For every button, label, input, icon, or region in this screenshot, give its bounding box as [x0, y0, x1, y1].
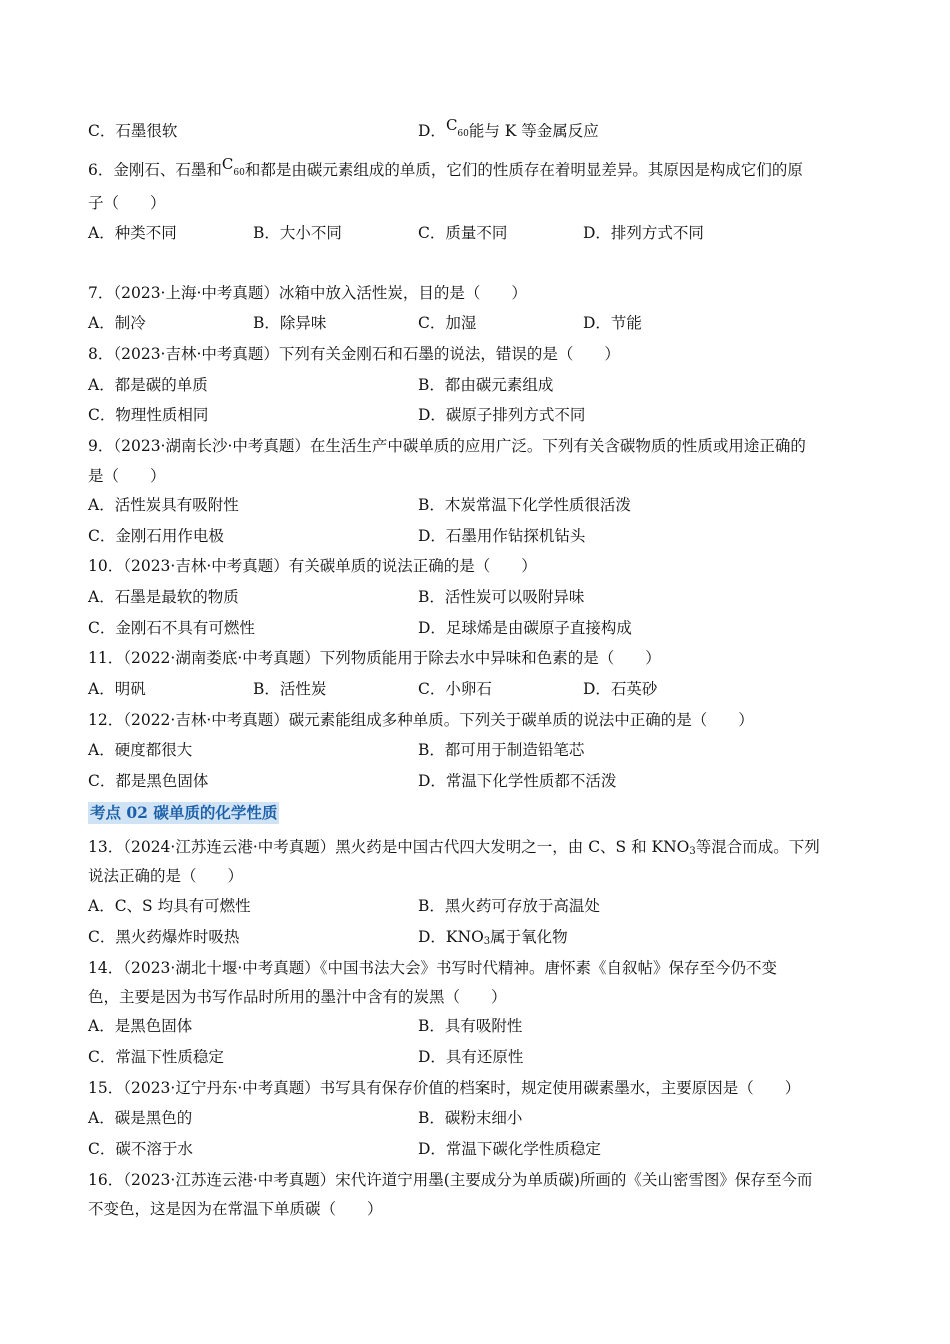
q13-options-cd — [88, 927, 878, 947]
q13-option-a: A．C、S 均具有可燃性 — [88, 897, 251, 915]
q8-options-ab — [88, 375, 878, 395]
q8-stem: 8．（2023·吉林·中考真题）下列有关金刚石和石墨的说法，错误的是（ ） — [88, 345, 620, 363]
q10-option-b: B．活性炭可以吸附异味 — [418, 588, 585, 606]
q11-stem: 11．（2022·湖南娄底·中考真题）下列物质能用于除去水中异味和色素的是（ ） — [88, 649, 661, 667]
q5-option-d-prefix: D． — [418, 122, 446, 140]
q11-option-c: C．小卵石 — [418, 680, 492, 698]
q6-option-a: A．种类不同 — [88, 224, 177, 242]
c60-formula — [221, 155, 245, 183]
q10-options-ab — [88, 587, 878, 607]
q13-option-d — [418, 927, 568, 952]
q12-option-b: B．都可用于制造铅笔芯 — [418, 741, 585, 759]
q13-option-d-part-a: D．KNO — [418, 928, 484, 946]
q12-options-cd — [88, 771, 878, 791]
q13-option-b: B．黑火药可存放于高温处 — [418, 897, 600, 915]
q6-options — [88, 223, 878, 243]
c60-subscript: 60 — [457, 129, 469, 139]
q9-options-ab — [88, 495, 878, 515]
kno3-subscript: 3 — [689, 846, 696, 857]
q6-stem — [88, 155, 803, 183]
q11-option-b: B．活性炭 — [253, 680, 327, 698]
q14-options-ab — [88, 1016, 878, 1036]
q13-option-d-part-b: 属于氧化物 — [490, 928, 568, 946]
q15-option-a: A．碳是黑色的 — [88, 1109, 193, 1127]
q15-options-ab — [88, 1108, 878, 1128]
q10-stem: 10．（2023·吉林·中考真题）有关碳单质的说法正确的是（ ） — [88, 557, 537, 575]
q10-options-cd — [88, 618, 878, 638]
q8-option-c: C．物理性质相同 — [88, 406, 209, 424]
kno3-subscript: 3 — [483, 936, 491, 947]
q9-stem-line2: 是（ ） — [88, 467, 166, 485]
q16-stem-line2: 不变色，这是因为在常温下单质碳（ ） — [88, 1200, 383, 1218]
q7-option-d: D．节能 — [583, 314, 642, 332]
q11-option-d: D．石英砂 — [583, 680, 658, 698]
q9-options-cd — [88, 526, 878, 546]
q14-option-d: D．具有还原性 — [418, 1048, 524, 1066]
q7-option-a: A．制冷 — [88, 314, 146, 332]
q13-option-c: C．黑火药爆炸时吸热 — [88, 928, 240, 946]
q9-option-c: C．金刚石用作电极 — [88, 527, 224, 545]
section-heading: 考点 02 碳单质的化学性质 — [90, 803, 278, 822]
q6-option-b: B．大小不同 — [253, 224, 342, 242]
q7-stem: 7．（2023·上海·中考真题）冰箱中放入活性炭，目的是（ ） — [88, 284, 527, 302]
q14-options-cd — [88, 1047, 878, 1067]
c60-subscript: 60 — [233, 168, 245, 178]
q15-option-d: D．常温下碳化学性质稳定 — [418, 1140, 601, 1158]
q15-option-c: C．碳不溶于水 — [88, 1140, 193, 1158]
q13-stem-part-a: 13．（2024·江苏连云港·中考真题）黑火药是中国古代四大发明之一，由 C、S 和 KNO — [88, 838, 690, 856]
q6-stem-line2: 子（ ） — [88, 194, 166, 212]
q11-option-a: A．明矾 — [88, 680, 146, 698]
q9-option-b: B．木炭常温下化学性质很活泼 — [418, 496, 631, 514]
q12-option-d: D．常温下化学性质都不活泼 — [418, 772, 617, 790]
q13-stem — [88, 837, 820, 862]
q10-option-c: C．金刚石不具有可燃性 — [88, 619, 255, 637]
q12-option-a: A．硬度都很大 — [88, 741, 193, 759]
q14-option-c: C．常温下性质稳定 — [88, 1048, 224, 1066]
q14-stem: 14．（2023·湖北十堰·中考真题）《中国书法大会》书写时代精神。唐怀素《自叙帖》保存至今仍不变 — [88, 959, 778, 977]
q6-option-d: D．排列方式不同 — [583, 224, 704, 242]
q16-stem: 16．（2023·江苏连云港·中考真题）宋代许道宁用墨(主要成分为单质碳)所画的《关山密雪图》保存至今而 — [88, 1171, 813, 1189]
q12-option-c: C．都是黑色固体 — [88, 772, 209, 790]
q7-options — [88, 313, 878, 333]
q7-option-c: C．加湿 — [418, 314, 477, 332]
q9-option-d: D．石墨用作钻探机钻头 — [418, 527, 586, 545]
q15-options-cd — [88, 1139, 878, 1159]
q14-stem-line2: 色，主要是因为书写作品时所用的墨汁中含有的炭黑（ ） — [88, 988, 507, 1006]
q6-stem-part-b: 和都是由碳元素组成的单质，它们的性质存在着明显差异。其原因是构成它们的原 — [244, 161, 803, 179]
q8-option-d: D．碳原子排列方式不同 — [418, 406, 586, 424]
q15-option-b: B．碳粉末细小 — [418, 1109, 523, 1127]
q5-option-c: C．石墨很软 — [88, 122, 178, 140]
c60-formula — [445, 116, 469, 144]
q13-options-ab — [88, 896, 878, 916]
q11-options — [88, 679, 878, 699]
q13-stem-part-b: 等混合而成。下列 — [695, 838, 820, 856]
q10-option-a: A．石墨是最软的物质 — [88, 588, 239, 606]
q8-options-cd — [88, 405, 878, 425]
q6-stem-part-a: 6．金刚石、石墨和 — [88, 161, 222, 179]
q8-option-b: B．都由碳元素组成 — [418, 376, 554, 394]
q12-options-ab — [88, 740, 878, 760]
q5-option-d — [418, 116, 599, 144]
q13-stem-line2: 说法正确的是（ ） — [88, 867, 244, 885]
c60-symbol: C — [445, 116, 458, 134]
c60-symbol: C — [221, 155, 234, 173]
q9-option-a: A．活性炭具有吸附性 — [88, 496, 239, 514]
q6-option-c: C．质量不同 — [418, 224, 508, 242]
q8-option-a: A．都是碳的单质 — [88, 376, 208, 394]
q14-option-a: A．是黑色固体 — [88, 1017, 193, 1035]
q9-stem: 9．（2023·湖南长沙·中考真题）在生活生产中碳单质的应用广泛。下列有关含碳物质的性质或用途正确的 — [88, 437, 806, 455]
q15-stem: 15．（2023·辽宁丹东·中考真题）书写具有保存价值的档案时，规定使用碳素墨水，主要原因是（ ） — [88, 1079, 801, 1097]
q14-option-b: B．具有吸附性 — [418, 1017, 523, 1035]
q12-stem: 12．（2022·吉林·中考真题）碳元素能组成多种单质。下列关于碳单质的说法中正确的是（ ） — [88, 711, 754, 729]
q10-option-d: D．足球烯是由碳原子直接构成 — [418, 619, 632, 637]
q5-options-cd — [88, 116, 878, 141]
q7-option-b: B．除异味 — [253, 314, 327, 332]
q5-option-d-text: 能与 K 等金属反应 — [468, 122, 599, 140]
